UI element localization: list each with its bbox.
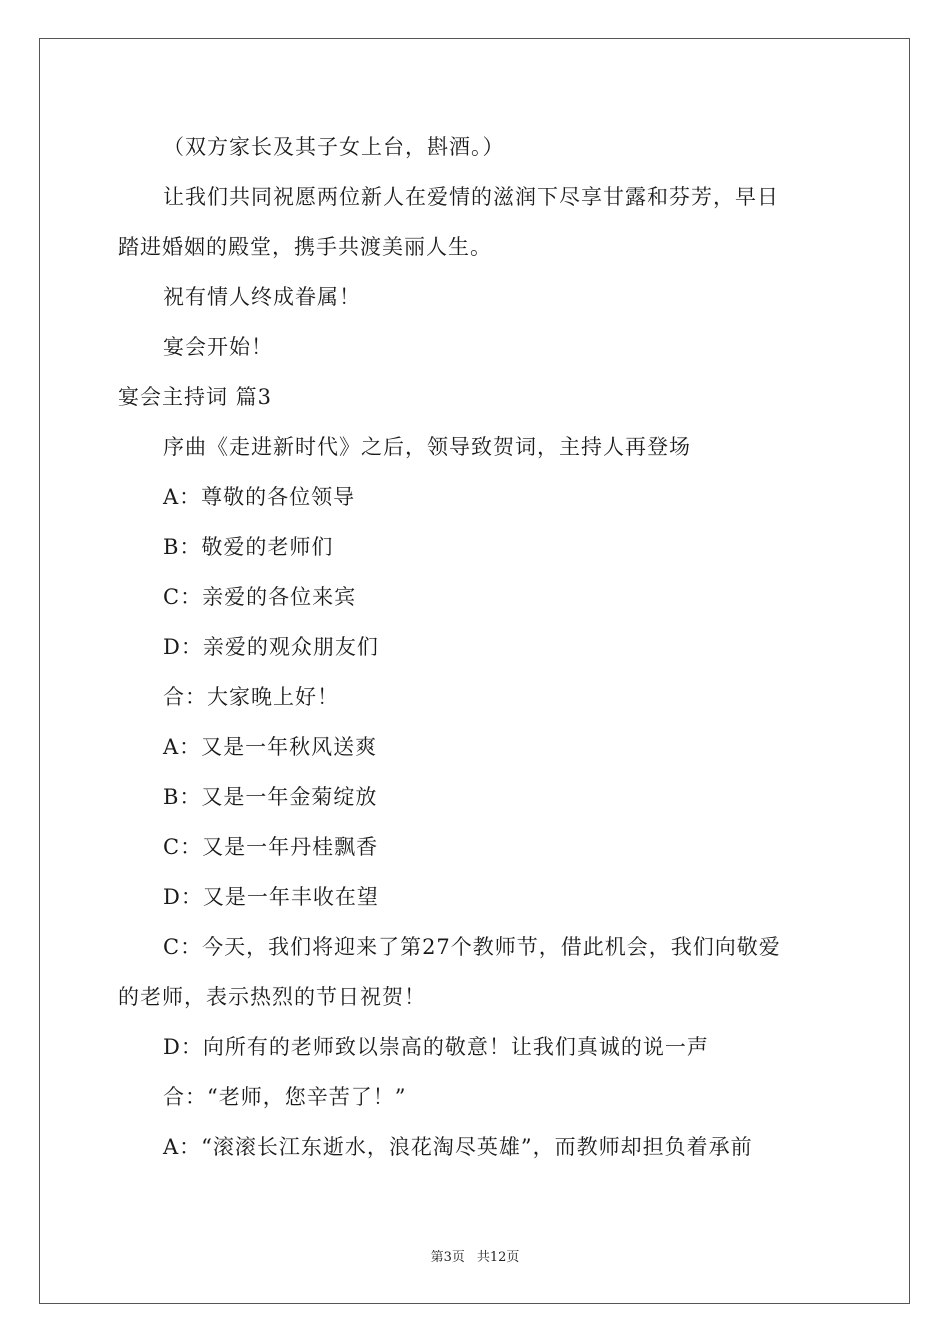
dialogue-line: B：又是一年金菊绽放 [163, 785, 378, 809]
dialogue-line: 的老师，表示热烈的节日祝贺！ [118, 985, 426, 1009]
dialogue-line: D：又是一年丰收在望 [163, 885, 379, 909]
page-total: 共12页 [476, 1250, 520, 1265]
paragraph-line: 让我们共同祝愿两位新人在爱情的滋润下尽享甘露和芬芳，早日 [163, 185, 779, 209]
paragraph-line: 踏进婚姻的殿堂，携手共渡美丽人生。 [118, 235, 492, 259]
page-number: 第3页 [430, 1250, 465, 1265]
dialogue-line: A：“滚滚长江东逝水，浪花淘尽英雄”，而教师却担负着承前 [163, 1135, 753, 1159]
paragraph-line: 宴会开始！ [163, 335, 273, 359]
dialogue-line: 合：大家晚上好！ [163, 685, 339, 709]
paragraph-line: （双方家长及其子女上台，斟酒。） [163, 135, 505, 159]
dialogue-line: D：向所有的老师致以崇高的敬意！让我们真诚的说一声 [163, 1035, 709, 1059]
page-footer [0, 1246, 950, 1265]
dialogue-line: B：敬爱的老师们 [163, 535, 334, 559]
paragraph-line: 祝有情人终成眷属！ [163, 285, 361, 309]
paragraph-line: 序曲《走进新时代》之后，领导致贺词，主持人再登场 [163, 435, 691, 459]
dialogue-line: C：亲爱的各位来宾 [163, 585, 357, 609]
dialogue-line: C：又是一年丹桂飘香 [163, 835, 379, 859]
dialogue-line: A：又是一年秋风送爽 [163, 735, 378, 759]
document-body [118, 122, 838, 1172]
dialogue-line: C：今天，我们将迎来了第27个教师节，借此机会，我们向敬爱 [163, 935, 781, 959]
dialogue-line: A：尊敬的各位领导 [163, 485, 356, 509]
section-heading: 宴会主持词 篇3 [118, 385, 273, 409]
dialogue-line: D：亲爱的观众朋友们 [163, 635, 379, 659]
dialogue-line: 合：“老师，您辛苦了！” [163, 1085, 407, 1109]
